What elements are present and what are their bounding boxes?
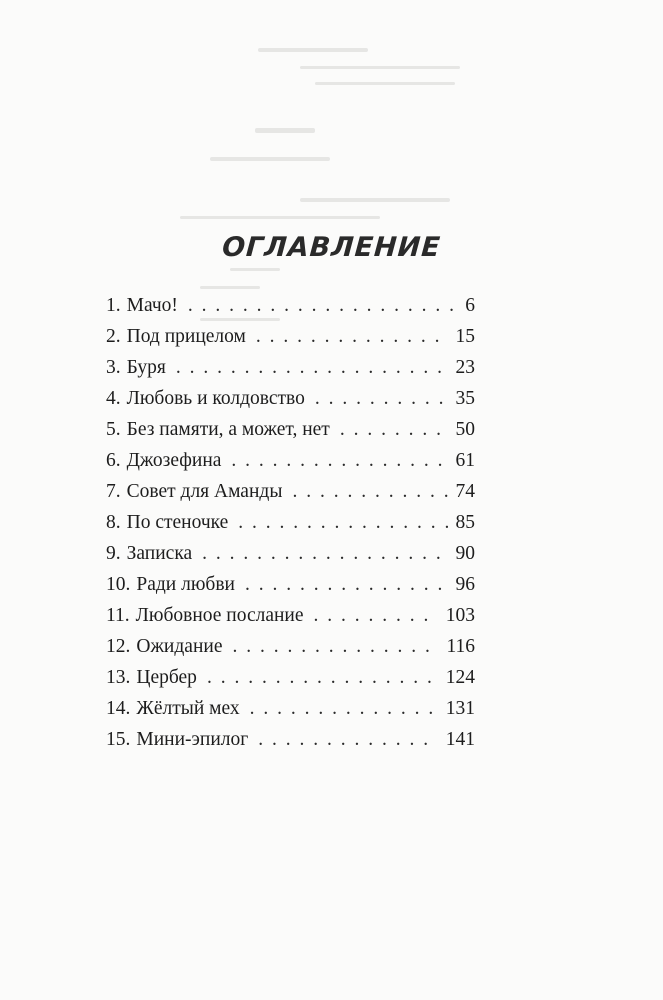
toc-dot-leader [314,600,438,631]
toc-entry-number: 10. [106,574,131,595]
toc-dot-leader [256,321,448,352]
toc-entry [106,290,475,321]
table-of-contents [106,290,475,755]
toc-entry-title: Буря [126,357,166,378]
toc-dot-leader [232,631,438,662]
toc-entry [106,321,475,352]
toc-entry-number: 1. [106,295,121,316]
toc-entry [106,445,475,476]
toc-entry [106,662,475,693]
toc-entry-page: 23 [455,357,475,378]
toc-entry-page: 50 [455,419,475,440]
toc-dot-leader [238,507,447,538]
toc-entry-page: 85 [455,512,475,533]
toc-entry-number: 4. [106,388,121,409]
toc-entry-page: 124 [445,667,475,688]
toc-dot-leader [245,569,448,600]
page-title: ОГЛАВЛЕНИЕ [221,232,442,264]
toc-entry-title: Любовь и колдовство [126,388,305,409]
toc-entry-page: 103 [445,605,475,626]
toc-entry [106,414,475,445]
toc-entry-title: Джозефина [126,450,222,471]
toc-entry-page: 15 [455,326,475,347]
toc-entry-title: Без памяти, а может, нет [126,419,330,440]
toc-entry [106,507,475,538]
toc-entry-title: Жёлтый мех [136,698,240,719]
toc-entry-page: 74 [455,481,475,502]
toc-dot-leader [258,724,438,755]
toc-entry-number: 14. [106,698,131,719]
toc-entry-title: Мачо! [126,295,178,316]
toc-entry-page: 96 [455,574,475,595]
toc-dot-leader [292,476,447,507]
toc-entry-number: 9. [106,543,121,564]
toc-dot-leader [315,383,448,414]
toc-entry [106,724,475,755]
toc-entry [106,538,475,569]
toc-entry-number: 12. [106,636,131,657]
toc-entry-title: Совет для Аманды [126,481,283,502]
toc-dot-leader [250,693,438,724]
toc-entry-page: 61 [455,450,475,471]
toc-entry-page: 141 [445,729,475,750]
toc-entry [106,476,475,507]
toc-dot-leader [231,445,447,476]
toc-entry-number: 2. [106,326,121,347]
toc-entry-page: 116 [446,636,475,657]
toc-entry [106,600,475,631]
toc-entry-title: Цербер [136,667,197,688]
toc-dot-leader [188,290,457,321]
toc-entry-page: 6 [465,295,475,316]
toc-entry-number: 3. [106,357,121,378]
toc-entry [106,631,475,662]
toc-entry-number: 8. [106,512,121,533]
toc-entry-title: Ожидание [136,636,223,657]
toc-dot-leader [207,662,438,693]
toc-entry-number: 7. [106,481,121,502]
toc-entry-number: 5. [106,419,121,440]
toc-dot-leader [176,352,448,383]
toc-entry-title: Ради любви [136,574,235,595]
toc-entry-title: Любовное послание [135,605,304,626]
toc-entry-page: 131 [445,698,475,719]
toc-entry-title: Записка [126,543,193,564]
toc-entry-number: 15. [106,729,131,750]
toc-dot-leader [340,414,448,445]
toc-entry-page: 90 [455,543,475,564]
toc-entry [106,383,475,414]
toc-dot-leader [202,538,447,569]
toc-entry-number: 11. [106,605,130,626]
toc-entry-page: 35 [455,388,475,409]
toc-entry-number: 6. [106,450,121,471]
toc-entry-number: 13. [106,667,131,688]
toc-entry-title: По стеночке [126,512,229,533]
toc-entry [106,352,475,383]
toc-entry-title: Мини-эпилог [136,729,249,750]
toc-entry-title: Под прицелом [126,326,246,347]
toc-entry [106,569,475,600]
toc-entry [106,693,475,724]
